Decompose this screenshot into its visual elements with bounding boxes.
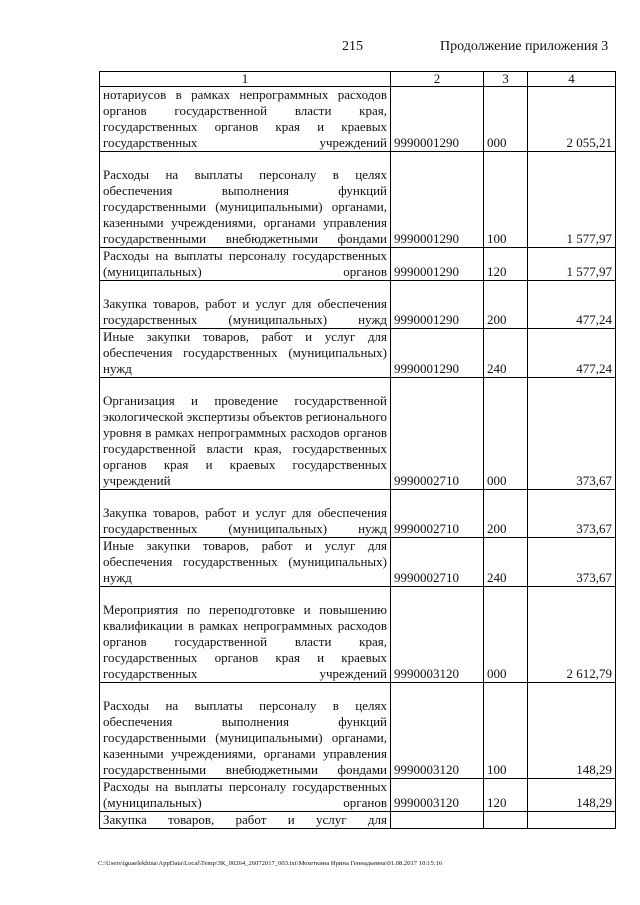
row-name: Закупка товаров, работ и услуг для обеспечения государственных (муниципальных) нужд — [100, 281, 391, 329]
row-csr: 9990002710 — [391, 538, 484, 587]
row-amount: 477,24 — [528, 281, 616, 329]
column-header-name: 1 — [100, 72, 391, 87]
continuation-label: Продолжение приложения 3 — [440, 39, 609, 54]
table-row — [100, 281, 616, 329]
row-amount — [528, 812, 616, 829]
row-vr: 000 — [484, 378, 528, 490]
table-row — [100, 329, 616, 378]
footer-file-path: C:\Users\iguaelekhina\AppData\Local\Temp\ЗК_00264_26072017_003.txt\Мехеткина Ирина Геннадьевна\01.08.2017 10:15:16 — [98, 860, 443, 867]
row-vr: 200 — [484, 490, 528, 538]
table-row — [100, 779, 616, 812]
table-header-row — [100, 72, 616, 87]
row-vr: 240 — [484, 329, 528, 378]
page-number: 215 — [342, 39, 363, 54]
row-csr: 9990003120 — [391, 683, 484, 779]
row-amount: 148,29 — [528, 683, 616, 779]
row-csr: 9990001290 — [391, 87, 484, 152]
column-header-vr: 3 — [484, 72, 528, 87]
row-vr — [484, 812, 528, 829]
row-name: Организация и проведение государственной экологической экспертизы объектов регионального уровня в рамках непрограммных расходов органов государственной власти края, государственных органов края и краевых государственных учреждений — [100, 378, 391, 490]
row-name: Закупка товаров, работ и услуг для — [100, 812, 391, 829]
table-row — [100, 812, 616, 829]
row-amount: 373,67 — [528, 490, 616, 538]
table-row — [100, 87, 616, 152]
row-vr: 120 — [484, 779, 528, 812]
row-csr: 9990003120 — [391, 587, 484, 683]
column-header-amount: 4 — [528, 72, 616, 87]
row-amount: 373,67 — [528, 538, 616, 587]
row-csr: 9990002710 — [391, 378, 484, 490]
row-vr: 120 — [484, 248, 528, 281]
row-vr: 240 — [484, 538, 528, 587]
row-csr: 9990002710 — [391, 490, 484, 538]
row-name: Иные закупки товаров, работ и услуг для обеспечения государственных (муниципальных) нужд — [100, 538, 391, 587]
table-row — [100, 152, 616, 248]
row-csr — [391, 812, 484, 829]
row-vr: 100 — [484, 152, 528, 248]
table-row — [100, 248, 616, 281]
row-vr: 200 — [484, 281, 528, 329]
row-amount: 148,29 — [528, 779, 616, 812]
row-amount: 2 612,79 — [528, 587, 616, 683]
row-csr: 9990001290 — [391, 152, 484, 248]
table-row — [100, 538, 616, 587]
row-csr: 9990001290 — [391, 281, 484, 329]
row-amount: 1 577,97 — [528, 152, 616, 248]
row-csr: 9990001290 — [391, 329, 484, 378]
row-csr: 9990001290 — [391, 248, 484, 281]
table-row — [100, 587, 616, 683]
row-vr: 000 — [484, 587, 528, 683]
row-name: Расходы на выплаты персоналу государственных (муниципальных) органов — [100, 248, 391, 281]
row-name: нотариусов в рамках непрограммных расходов органов государственной власти края, государственных органов края и краевых государственных учреждений — [100, 87, 391, 152]
row-amount: 373,67 — [528, 378, 616, 490]
row-name: Расходы на выплаты персоналу государственных (муниципальных) органов — [100, 779, 391, 812]
budget-table — [99, 71, 616, 829]
row-name: Расходы на выплаты персоналу в целях обеспечения выполнения функций государственными (муниципальными) органами, казенными учреждениями, органами управления государственными внебюджетными фондами — [100, 683, 391, 779]
row-amount: 2 055,21 — [528, 87, 616, 152]
table-row — [100, 490, 616, 538]
row-name: Закупка товаров, работ и услуг для обеспечения государственных (муниципальных) нужд — [100, 490, 391, 538]
row-name: Иные закупки товаров, работ и услуг для обеспечения государственных (муниципальных) нужд — [100, 329, 391, 378]
column-header-csr: 2 — [391, 72, 484, 87]
row-csr: 9990003120 — [391, 779, 484, 812]
row-name: Расходы на выплаты персоналу в целях обеспечения выполнения функций государственными (муниципальными) органами, казенными учреждениями, органами управления государственными внебюджетными фондами — [100, 152, 391, 248]
table-row — [100, 683, 616, 779]
row-vr: 000 — [484, 87, 528, 152]
row-amount: 1 577,97 — [528, 248, 616, 281]
table-row — [100, 378, 616, 490]
row-name: Мероприятия по переподготовке и повышению квалификации в рамках непрограммных расходов органов государственной власти края, государственных органов края и краевых государственных учреждений — [100, 587, 391, 683]
row-amount: 477,24 — [528, 329, 616, 378]
row-vr: 100 — [484, 683, 528, 779]
